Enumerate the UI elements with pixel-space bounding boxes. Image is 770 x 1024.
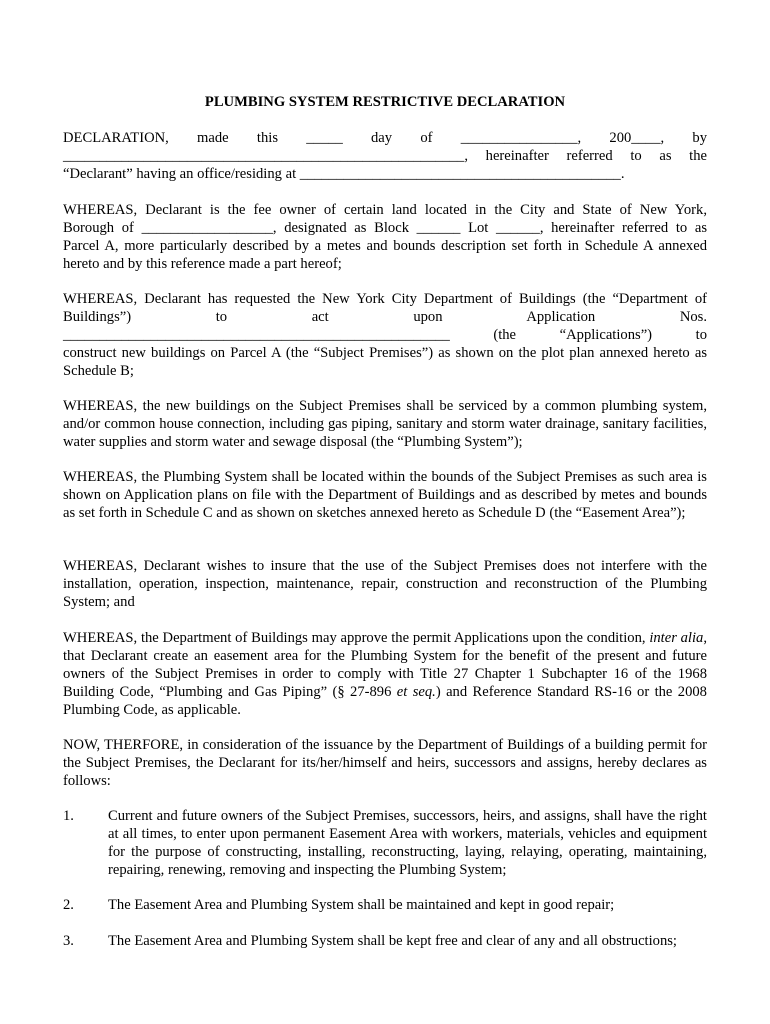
- paragraph-line: Borough of __________________, designated as Block ______ Lot ______, hereinafter referred to as: [63, 220, 707, 236]
- list-item-text: The Easement Area and Plumbing System shall be kept free and clear of any and all obstructions;: [108, 933, 677, 949]
- paragraph-text: , that Declarant create an easement area for the Plumbing System for the benefit of the present and future owners of the Subject Premises in order to comply with Title 27 Chapter 1 Subchapter 16 of the 1968 Building Code, “Plumbing and Gas Piping” (§ 27-896: [63, 630, 707, 700]
- paragraph-line: Schedule B;: [63, 363, 134, 379]
- list-item-number: 3.: [63, 933, 74, 949]
- paragraph-line: _____________________________________________________ (the “Applications”) to: [63, 327, 707, 343]
- whereas-paragraph-3: WHEREAS, the new buildings on the Subject Premises shall be serviced by a common plumbing system, and/or common house connection, including gas piping, sanitary and storm water drainage, sanitary facilities, water supplies and storm water and sewage disposal (the “Plumbing System”);: [63, 398, 707, 450]
- italic-term: inter alia: [649, 630, 704, 646]
- intro-line: _______________________________________________________, hereinafter referred to as the: [63, 148, 707, 164]
- document-title: PLUMBING SYSTEM RESTRICTIVE DECLARATION: [204, 94, 566, 110]
- paragraph-line: WHEREAS, Declarant is the fee owner of certain land located in the City and State of New York,: [63, 202, 707, 218]
- intro-line: “Declarant” having an office/residing at ____________________________________________.: [63, 166, 625, 182]
- paragraph-line: WHEREAS, Declarant has requested the New York City Department of Buildings (the “Department of: [63, 291, 707, 307]
- whereas-paragraph-1: [63, 201, 707, 273]
- list-item-text: The Easement Area and Plumbing System shall be maintained and kept in good repair;: [108, 897, 615, 913]
- list-item-number: 2.: [63, 897, 74, 913]
- whereas-paragraph-5: WHEREAS, Declarant wishes to insure that the use of the Subject Premises does not interfere with the installation, operation, inspection, maintenance, repair, construction and reconstruction of the Plumbing System; and: [63, 558, 707, 610]
- paragraph-line: hereto and by this reference made a part hereof;: [63, 256, 342, 272]
- italic-term: et seq.: [396, 684, 436, 700]
- declaration-intro: [63, 129, 707, 183]
- paragraph-line: [63, 308, 707, 326]
- list-item-number: 1.: [63, 808, 74, 824]
- paragraph-line: Parcel A, more particularly described by a metes and bounds description set forth in Schedule A annexed: [63, 238, 707, 254]
- list-item-text: Current and future owners of the Subject Premises, successors, heirs, and assigns, shall have the right at all times, to enter upon permanent Easement Area with workers, materials, vehicles and equipment for the purpose of constructing, installing, reconstructing, laying, relaying, operating, maintaining, repairing, renewing, removing and inspecting the Plumbing System;: [108, 808, 707, 878]
- paragraph-text: WHEREAS, the Department of Buildings may approve the permit Applications upon the condition,: [63, 630, 650, 646]
- paragraph-text: ) and Reference Standard RS-16 or the 2008 Plumbing Code, as applicable.: [63, 684, 707, 718]
- paragraph-line-text: Buildings”) to act upon Application Nos.: [63, 309, 707, 325]
- now-therefore-paragraph: NOW, THERFORE, in consideration of the issuance by the Department of Buildings of a building permit for the Subject Premises, the Declarant for its/her/himself and heirs, successors and assigns, hereby declares as follows:: [63, 737, 707, 789]
- whereas-paragraph-4: WHEREAS, the Plumbing System shall be located within the bounds of the Subject Premises as such area is shown on Application plans on file with the Department of Buildings and as described by metes and bounds as set forth in Schedule C and as shown on sketches annexed hereto as Schedule D (the “Easement Area”);: [63, 469, 707, 521]
- intro-line: DECLARATION, made this _____ day of ________________, 200____, by: [63, 130, 707, 146]
- whereas-paragraph-6: [63, 629, 707, 719]
- whereas-paragraph-2: [63, 290, 707, 380]
- paragraph-line: construct new buildings on Parcel A (the “Subject Premises”) as shown on the plot plan annexed hereto as: [63, 345, 707, 361]
